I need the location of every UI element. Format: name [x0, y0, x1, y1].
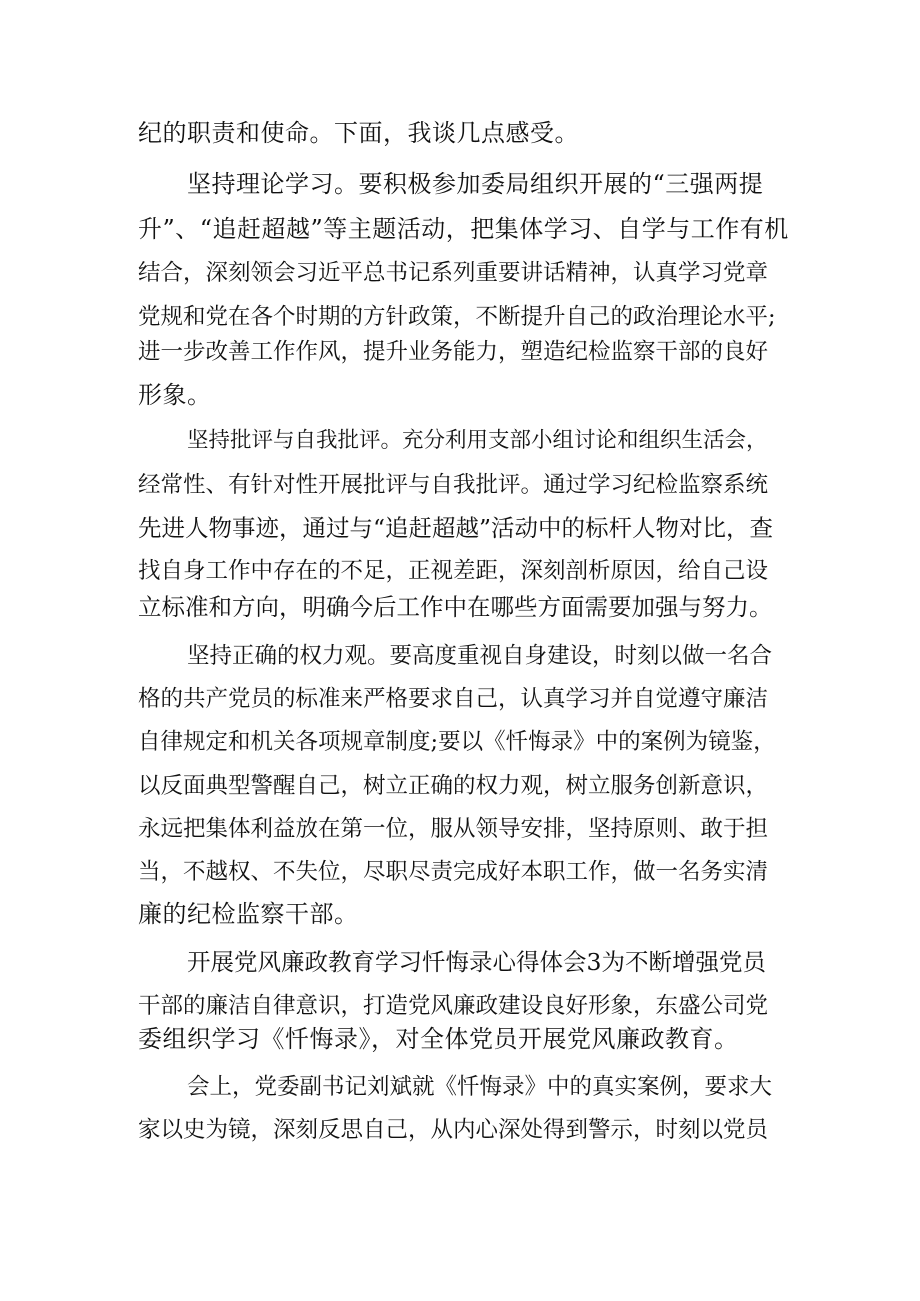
text-line: 永远把集体利益放在第一位，服从领导安排，坚持原则、敢于担: [138, 816, 769, 842]
text-line: 结合，深刻领会习近平总书记系列重要讲话精神，认真学习党章: [138, 260, 769, 286]
text-line: 经常性、有针对性开展批评与自我批评。通过学习纪检监察系统: [138, 472, 769, 498]
paragraph-start-line: 坚持理论学习。要积极参加委局组织开展的“三强两提: [187, 170, 764, 198]
text-line: 廉的纪检监察干部。: [138, 900, 359, 928]
text-line: 当，不越权、不失位，尽职尽责完成好本职工作，做一名务实清: [138, 859, 769, 885]
text-line: 自律规定和机关各项规章制度;要以《忏悔录》中的案例为镜鉴，: [138, 729, 776, 755]
text-line: 升”、“追赶超越”等主题活动，把集体学习、自学与工作有机: [138, 215, 789, 243]
paragraph-start-line: 坚持批评与自我批评。充分利用支部小组讨论和组织生活会，: [187, 428, 768, 453]
text-line: 以反面典型警醒自己，树立正确的权力观，树立服务创新意识，: [138, 773, 769, 799]
paragraph-start-line: 开展党风廉政教育学习忏悔录心得体会3为不断增强党员: [187, 948, 766, 976]
text-line: 党规和党在各个时期的方针政策，不断提升自己的政治理论水平;: [138, 304, 776, 330]
text-line: 委组织学习《忏悔录》，对全体党员开展党风廉政教育。: [138, 1025, 739, 1053]
text-line: 家以史为镜，深刻反思自己，从内心深处得到警示，时刻以党员: [138, 1117, 769, 1143]
text-line: 形象。: [138, 381, 212, 409]
text-line: 立标准和方向，明确今后工作中在哪些方面需要加强与努力。: [138, 593, 773, 621]
text-line: 找自身工作中存在的不足，正视差距，深刻剖析原因，给自己设: [138, 558, 769, 584]
text-line: 先进人物事迹，通过与“追赶超越”活动中的标杆人物对比，查: [138, 514, 774, 542]
text-line: 进一步改善工作作风，提升业务能力，塑造纪检监察干部的良好: [138, 339, 769, 365]
text-line: 干部的廉洁自律意识，打造党风廉政建设良好形象，东盛公司党: [138, 993, 769, 1019]
paragraph-start-line: 会上，党委副书记刘斌就《忏悔录》中的真实案例，要求大: [187, 1074, 773, 1100]
text-line: 格的共产党员的标准来严格要求自己，认真学习并自觉遵守廉洁: [138, 686, 769, 712]
text-line: 纪的职责和使命。下面，我谈几点感受。: [138, 119, 579, 147]
paragraph-start-line: 坚持正确的权力观。要高度重视自身建设，时刻以做一名合: [187, 643, 773, 669]
